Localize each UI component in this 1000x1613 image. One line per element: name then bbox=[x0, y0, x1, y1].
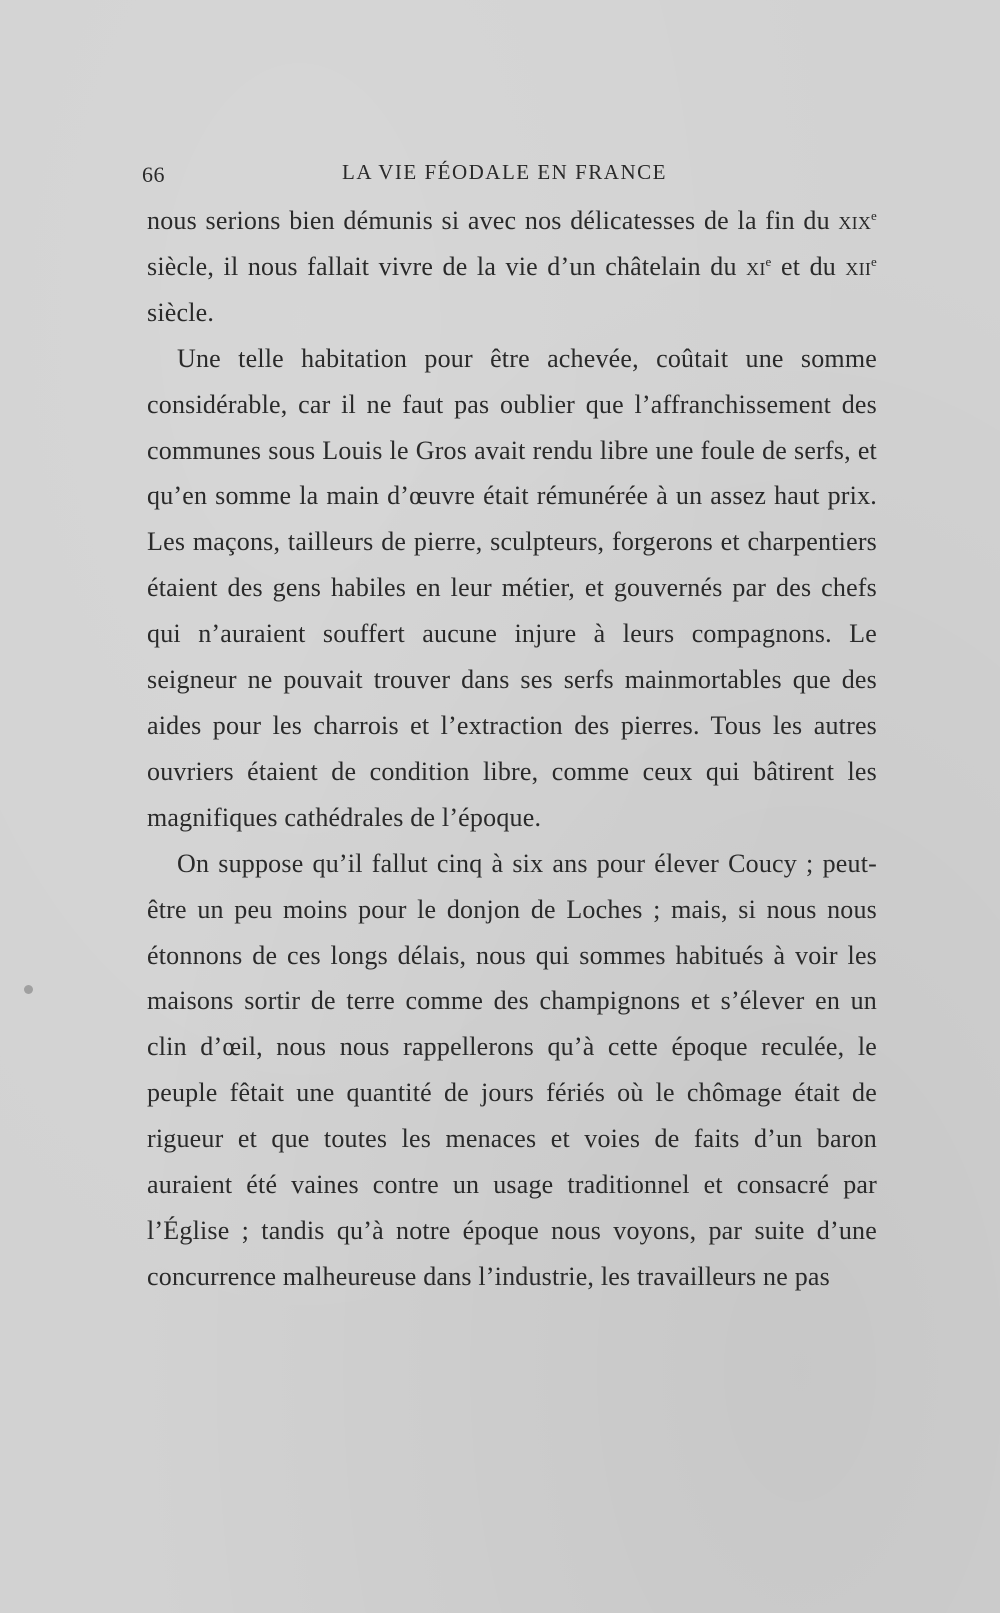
century-numeral: xix bbox=[838, 206, 872, 235]
paragraph: On suppose qu’il fallut cinq à six ans pour élever Coucy ; peut-être un peu moins pour le donjon de Loches ; mais, si nous nous étonnons de ces longs délais, nous qui sommes habitués à voir les maisons sortir de terre comme des champignons et s’élever en un clin d’œil, nous nous rappellerons qu’à cette époque reculée, le peuple fêtait une quantité de jours fériés où le chômage était de rigueur et que toutes les menaces et voies de faits d’un baron auraient été vaines contre un usage traditionnel et consacré par l’Église ; tandis qu’à notre époque nous voyons, par suite d’une concurrence malheureuse dans l’industrie, les travailleurs ne pas bbox=[147, 848, 877, 1291]
page-number: 66 bbox=[142, 162, 165, 187]
ordinal-suffix: e bbox=[871, 253, 877, 269]
body-text bbox=[147, 198, 877, 1300]
paragraph: Une telle habitation pour être achevée, coûtait une somme considérable, car il ne faut pas oublier que l’affranchissement des communes sous Louis le Gros avait rendu libre une foule de serfs, et qu’en somme la main d’œuvre était rémunérée à un assez haut prix. Les maçons, tailleurs de pierre, sculpteurs, forgerons et charpentiers étaient des gens habiles en leur métier, et gouvernés par des chefs qui n’auraient souffert aucune injure à leurs compagnons. Le seigneur ne pouvait trouver dans ses serfs mainmortables que des aides pour les charrois et l’extraction des pierres. Tous les autres ouvriers étaient de condition libre, comme ceux qui bâtirent les magnifiques cathédrales de l’époque. bbox=[147, 343, 877, 832]
ordinal-suffix: e bbox=[871, 208, 877, 223]
text-run: siècle. bbox=[147, 297, 215, 327]
ordinal-suffix: e bbox=[765, 253, 772, 269]
text-run: nous serions bien démunis si avec nos délicatesses de la fin du bbox=[147, 206, 839, 235]
text-run: et du bbox=[771, 251, 846, 281]
text-run: siècle, il nous fallait vivre de la vie d’un châtelain du bbox=[147, 251, 747, 281]
running-title: LA VIE FÉODALE EN FRANCE bbox=[342, 160, 667, 184]
century-numeral: xii bbox=[845, 251, 872, 281]
century-numeral: xi bbox=[746, 251, 766, 281]
page-header bbox=[142, 156, 882, 190]
paper-blemish bbox=[24, 985, 33, 994]
paragraph-continued bbox=[147, 198, 877, 336]
